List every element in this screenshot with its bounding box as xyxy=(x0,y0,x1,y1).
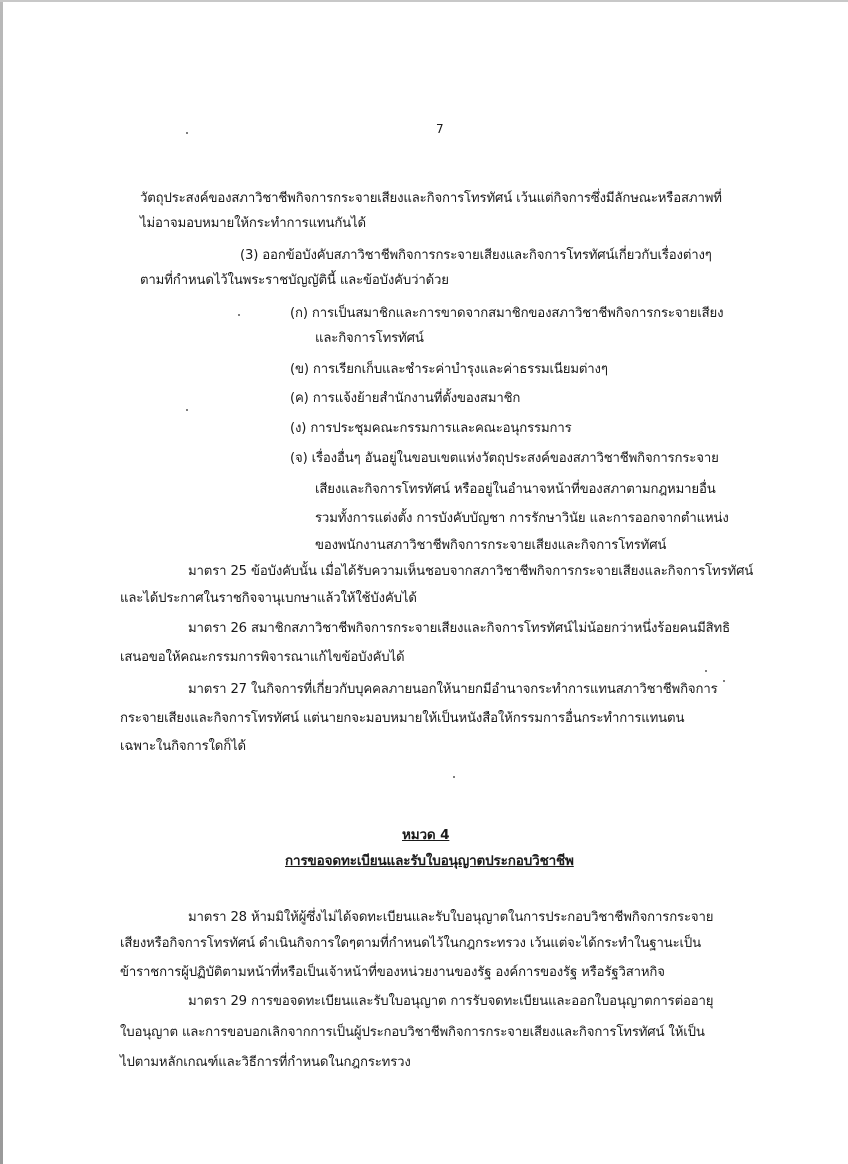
section-paragraph: มาตรา 28 ห้ามมิให้ผู้ซึ่งไม่ได้จดทะเบียนและรับใบอนุญาตในการประกอบวิชาชีพกิจการกระจาย xyxy=(188,910,714,925)
text-line: ไม่อาจมอบหมายให้กระทำการแทนกันได้ xyxy=(140,216,366,231)
text-line: เสนอขอให้คณะกรรมการพิจารณาแก้ไขข้อบังคับได้ xyxy=(120,650,405,665)
page-number: 7 xyxy=(436,122,444,136)
text-line: ของพนักงานสภาวิชาชีพกิจการกระจายเสียงและกิจการโทรทัศน์ xyxy=(315,538,667,553)
list-item: (จ) เรื่องอื่นๆ อันอยู่ในขอบเขตแห่งวัตถุประสงค์ของสภาวิชาชีพกิจการกระจาย xyxy=(290,451,719,466)
text-line: และกิจการโทรทัศน์ xyxy=(315,331,424,346)
text-line: และได้ประกาศในราชกิจจานุเบกษาแล้วให้ใช้บังคับได้ xyxy=(120,591,417,606)
text-line: เฉพาะในกิจการใดก็ได้ xyxy=(120,739,246,754)
text-line: ตามที่กำหนดไว้ในพระราชบัญญัตินี้ และข้อบังคับว่าด้วย xyxy=(140,273,449,288)
list-item: (ค) การแจ้งย้ายสำนักงานที่ตั้งของสมาชิก xyxy=(290,391,521,406)
section-paragraph: มาตรา 27 ในกิจการที่เกี่ยวกับบุคคลภายนอกให้นายกมีอำนาจกระทำการแทนสภาวิชาชีพกิจการ xyxy=(188,682,718,697)
scan-speck xyxy=(723,680,725,682)
text-line: (3) ออกข้อบังคับสภาวิชาชีพกิจการกระจายเสียงและกิจการโทรทัศน์เกี่ยวกับเรื่องต่างๆ xyxy=(240,248,712,263)
text-line: ข้าราชการผู้ปฏิบัติตามหน้าที่หรือเป็นเจ้าหน้าที่ของหน่วยงานของรัฐ องค์การของรัฐ หรือรัฐวิสาหกิจ xyxy=(120,965,665,980)
scan-speck xyxy=(186,132,188,134)
text-line: รวมทั้งการแต่งตั้ง การบังคับบัญชา การรักษาวินัย และการออกจากตำแหน่ง xyxy=(315,511,729,526)
scan-speck xyxy=(705,670,707,672)
scan-speck xyxy=(186,409,188,411)
scan-speck xyxy=(238,314,240,316)
text-line: ไปตามหลักเกณฑ์และวิธีการที่กำหนดในกฎกระทรวง xyxy=(120,1055,411,1070)
section-paragraph: มาตรา 25 ข้อบังคับนั้น เมื่อได้รับความเห็นชอบจากสภาวิชาชีพกิจการกระจายเสียงและกิจการโทรทัศน์ xyxy=(188,564,754,579)
text-line: เสียงและกิจการโทรทัศน์ หรืออยู่ในอำนาจหน้าที่ของสภาตามกฎหมายอื่น xyxy=(315,482,716,497)
text-line: ใบอนุญาต และการขอบอกเลิกจากการเป็นผู้ประกอบวิชาชีพกิจการกระจายเสียงและกิจการโทรทัศน์ ให้เป็น xyxy=(120,1025,705,1040)
section-paragraph: มาตรา 26 สมาชิกสภาวิชาชีพกิจการกระจายเสียงและกิจการโทรทัศน์ไม่น้อยกว่าหนึ่งร้อยคนมีสิทธิ xyxy=(188,621,730,636)
scan-speck xyxy=(453,776,455,778)
chapter-heading: หมวด 4 xyxy=(402,827,450,843)
list-item: (ก) การเป็นสมาชิกและการขาดจากสมาชิกของสภาวิชาชีพกิจการกระจายเสียง xyxy=(290,306,724,321)
text-line: วัตถุประสงค์ของสภาวิชาชีพกิจการกระจายเสียงและกิจการโทรทัศน์ เว้นแต่กิจการซึ่งมีลักษณะหรือสภาพที่ xyxy=(140,191,722,206)
text-line: กระจายเสียงและกิจการโทรทัศน์ แต่นายกจะมอบหมายให้เป็นหนังสือให้กรรมการอื่นกระทำการแทนตน xyxy=(120,711,685,726)
text-line: เสียงหรือกิจการโทรทัศน์ ดำเนินกิจการใดๆตามที่กำหนดไว้ในกฎกระทรวง เว้นแต่จะได้กระทำในฐานะเป็น xyxy=(120,936,701,951)
chapter-title: การขอจดทะเบียนและรับใบอนุญาตประกอบวิชาชีพ xyxy=(285,853,574,869)
section-paragraph: มาตรา 29 การขอจดทะเบียนและรับใบอนุญาต การรับจดทะเบียนและออกใบอนุญาตการต่ออายุ xyxy=(188,994,714,1009)
list-item: (ง) การประชุมคณะกรรมการและคณะอนุกรรมการ xyxy=(290,421,572,436)
list-item: (ข) การเรียกเก็บและชำระค่าบำรุงและค่าธรรมเนียมต่างๆ xyxy=(290,362,608,377)
